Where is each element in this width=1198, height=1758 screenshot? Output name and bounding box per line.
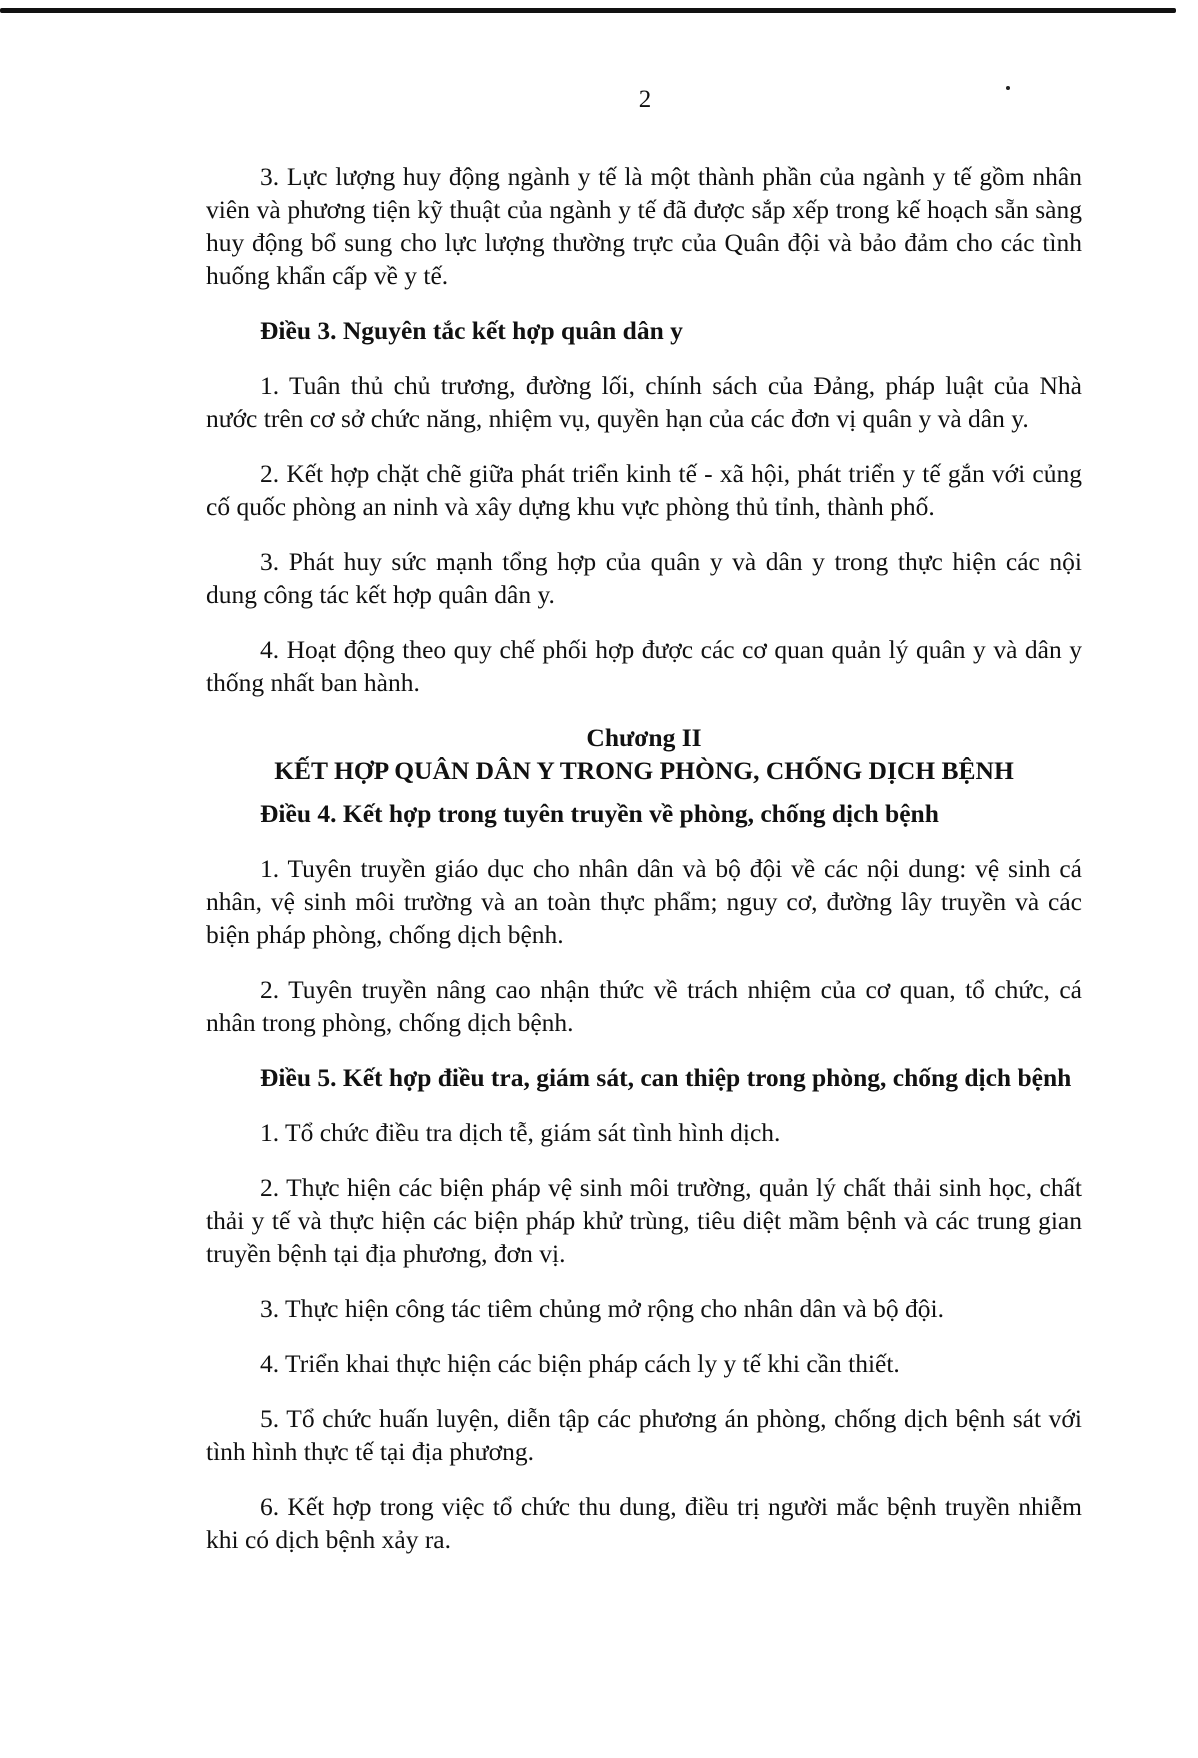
paragraph: 1. Tuân thủ chủ trương, đường lối, chính sách của Đảng, pháp luật của Nhà nước trên cơ sở chức năng, nhiệm vụ, quyền hạn của các đơn vị quân y và dân y. [206,371,1082,433]
paragraph: 6. Kết hợp trong việc tổ chức thu dung, điều trị người mắc bệnh truyền nhiễm khi có dịch bệnh xảy ra. [206,1492,1082,1554]
paragraph: 5. Tổ chức huấn luyện, diễn tập các phương án phòng, chống dịch bệnh sát với tình hình thực tế tại địa phương. [206,1404,1082,1466]
paragraph: 3. Lực lượng huy động ngành y tế là một thành phần của ngành y tế gồm nhân viên và phương tiện kỹ thuật của ngành y tế đã được sắp xếp trong kế hoạch sẵn sàng huy động bổ sung cho lực lượng thường trực của Quân đội và bảo đảm cho các tình huống khẩn cấp về y tế. [206,162,1082,290]
article-heading: Điều 3. Nguyên tắc kết hợp quân dân y [260,316,683,345]
paragraph: 1. Tuyên truyền giáo dục cho nhân dân và bộ đội về các nội dung: vệ sinh cá nhân, vệ sinh môi trường và an toàn thực phẩm; nguy cơ, đường lây truyền và các biện pháp phòng, chống dịch bệnh. [206,854,1082,949]
article-heading: Điều 5. Kết hợp điều tra, giám sát, can thiệp trong phòng, chống dịch bệnh [260,1063,1072,1092]
paragraph: 2. Kết hợp chặt chẽ giữa phát triển kinh tế - xã hội, phát triển y tế gắn với củng cố quốc phòng an ninh và xây dựng khu vực phòng thủ tỉnh, thành phố. [206,459,1082,521]
paragraph: 4. Triển khai thực hiện các biện pháp cách ly y tế khi cần thiết. [260,1349,900,1378]
document-body [206,160,1082,1578]
paragraph: 4. Hoạt động theo quy chế phối hợp được các cơ quan quản lý quân y và dân y thống nhất ban hành. [206,635,1082,697]
page-number: 2 [638,86,652,113]
chapter-title: KẾT HỢP QUÂN DÂN Y TRONG PHÒNG, CHỐNG DỊCH BỆNH [274,756,1014,785]
chapter-heading [206,721,1082,787]
paragraph: 2. Thực hiện các biện pháp vệ sinh môi trường, quản lý chất thải sinh học, chất thải y tế và thực hiện các biện pháp khử trùng, tiêu diệt mầm bệnh và các trung gian truyền bệnh tại địa phương, đơn vị. [206,1173,1082,1268]
chapter-label: Chương II [586,723,702,752]
top-border-line [0,8,1176,13]
paragraph: 3. Thực hiện công tác tiêm chủng mở rộng cho nhân dân và bộ đội. [260,1294,945,1323]
paragraph: 3. Phát huy sức mạnh tổng hợp của quân y và dân y trong thực hiện các nội dung công tác kết hợp quân dân y. [206,547,1082,609]
article-heading: Điều 4. Kết hợp trong tuyên truyền về phòng, chống dịch bệnh [260,799,939,828]
paragraph: 1. Tổ chức điều tra dịch tễ, giám sát tình hình dịch. [260,1118,781,1147]
paragraph: 2. Tuyên truyền nâng cao nhận thức về trách nhiệm của cơ quan, tổ chức, cá nhân trong phòng, chống dịch bệnh. [206,975,1082,1037]
